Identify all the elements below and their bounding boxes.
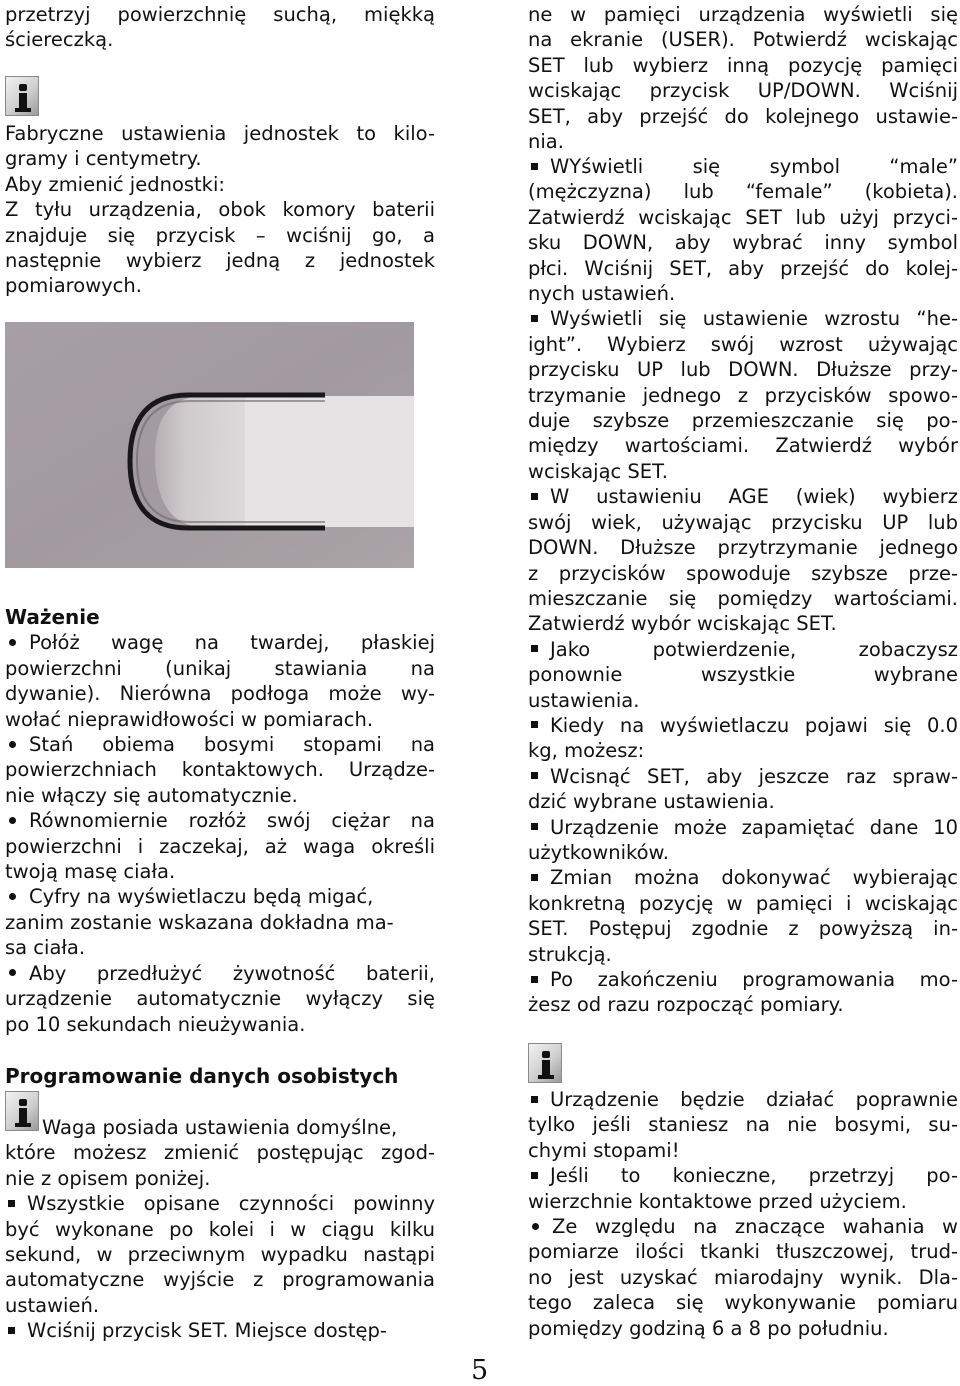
text-line: Aby zmienić jednostki: bbox=[5, 172, 225, 196]
programming-section bbox=[5, 1064, 435, 1089]
text-line: ściereczką. bbox=[5, 28, 114, 52]
text-line: Wcisnąć SET, aby jeszcze raz spraw- bbox=[528, 764, 958, 789]
text-line: być wykonane po kolei i w ciągu kilku bbox=[5, 1217, 435, 1241]
text-line: wierzchnie kontaktowe przed użyciem. bbox=[528, 1189, 907, 1213]
text-line: powierzchni (unikaj stawiania na bbox=[5, 656, 435, 680]
text-line: znajduje się przycisk – wciśnij go, a bbox=[5, 223, 435, 247]
text-line: Wciśnij przycisk SET. Miejsce dostęp- bbox=[5, 1318, 435, 1343]
programming-body bbox=[5, 1115, 435, 1344]
list-item bbox=[528, 306, 958, 484]
text-line: WYświetli się symbol “male” bbox=[528, 154, 958, 179]
weighing-section bbox=[5, 605, 435, 1037]
text-line: Wszystkie opisane czynności powinny bbox=[5, 1191, 435, 1216]
text-line: kg, możesz: bbox=[528, 739, 645, 763]
list-item bbox=[5, 961, 435, 1037]
list-item bbox=[528, 154, 958, 306]
list-item bbox=[528, 713, 958, 764]
text-line: duje szybsze przemieszczanie się po- bbox=[528, 409, 958, 433]
text-line: W ustawieniu AGE (wiek) wybierz bbox=[528, 484, 958, 509]
text-line: swój wiek, używając przycisku UP lub bbox=[528, 510, 958, 534]
text-line: strukcją. bbox=[528, 942, 612, 966]
list-item bbox=[528, 1163, 958, 1214]
text-line: między wartościami. Zatwierdź wybór bbox=[528, 434, 958, 458]
list-item bbox=[5, 884, 435, 960]
text-line: Równomiernie rozłóż swój ciężar na bbox=[5, 808, 435, 833]
text-line: Urządzenie może zapamiętać dane 10 bbox=[528, 815, 958, 840]
text-line: wołać nieprawidłowości w pomiarach. bbox=[5, 707, 374, 731]
list-item bbox=[5, 630, 435, 732]
text-line: nie z opisem poniżej. bbox=[5, 1166, 211, 1190]
info-icon bbox=[528, 1043, 562, 1083]
tip-item bbox=[528, 1214, 958, 1341]
list-item bbox=[5, 1318, 435, 1343]
text-line: Z tyłu urządzenia, obok komory baterii bbox=[5, 198, 435, 222]
list-item bbox=[528, 1087, 958, 1163]
continued-paragraph bbox=[528, 2, 958, 154]
text-line: które możesz zmienić postępując zgod- bbox=[5, 1141, 435, 1165]
units-note bbox=[5, 121, 435, 299]
text-line: przetrzyj powierzchnię suchą, miękką bbox=[5, 3, 435, 26]
text-line: Jeśli to konieczne, przetrzyj po- bbox=[528, 1163, 958, 1188]
text-line: nie włączy się automatycznie. bbox=[5, 783, 298, 807]
text-line: dywanie). Nierówna podłoga może wy- bbox=[5, 682, 435, 706]
text-line: nych ustawień. bbox=[528, 282, 676, 306]
text-line: wciskając SET. bbox=[528, 459, 668, 483]
text-line: automatyczne wyjście z programowania bbox=[5, 1268, 435, 1292]
list-item bbox=[528, 967, 958, 1018]
text-line: Zatwierdź wciskając SET lub użyj przyci- bbox=[528, 205, 958, 229]
info-icon bbox=[5, 76, 39, 116]
text-line: Aby przedłużyć żywotność baterii, bbox=[5, 961, 435, 986]
text-line: SET, aby przejść do kolejnego ustawie- bbox=[528, 104, 958, 128]
text-line: pomiarowych. bbox=[5, 274, 142, 298]
text-line: sekund, w przeciwnym wypadku nastąpi bbox=[5, 1243, 435, 1267]
page-number: 5 bbox=[471, 1355, 489, 1386]
list-item bbox=[528, 764, 958, 815]
text-line: chymi stopami! bbox=[528, 1138, 680, 1162]
text-line: ponownie wszystkie wybrane bbox=[528, 663, 958, 687]
list-item bbox=[5, 732, 435, 808]
list-item bbox=[528, 637, 958, 713]
text-line: Fabryczne ustawienia jednostek to kilo- bbox=[5, 122, 435, 145]
list-item bbox=[5, 808, 435, 884]
text-line: Cyfry na wyświetlaczu będą migać, bbox=[5, 884, 435, 909]
device-button-photo bbox=[5, 322, 414, 568]
text-line: dzić wybrane ustawienia. bbox=[528, 790, 775, 814]
programming-steps bbox=[528, 154, 958, 1018]
section-heading: Ważenie bbox=[5, 605, 100, 629]
text-line: nia. bbox=[528, 130, 564, 154]
text-line: żesz od razu rozpocząć pomiary. bbox=[528, 993, 844, 1017]
text-line: gramy i centymetry. bbox=[5, 147, 202, 171]
text-line: tego zaleca się wykonywanie pomiaru bbox=[528, 1291, 958, 1315]
programming-intro bbox=[5, 1115, 435, 1191]
text-line: no jest uzyskać miarodajny wynik. Dla- bbox=[528, 1265, 958, 1289]
text-line: płci. Wciśnij SET, aby przejść do kolej- bbox=[528, 256, 958, 280]
text-line: zanim zostanie wskazana dokładna ma- bbox=[5, 910, 394, 934]
text-line: powierzchni i zaczekaj, aż waga określi bbox=[5, 834, 435, 858]
text-line: po 10 sekundach nieużywania. bbox=[5, 1012, 306, 1036]
section-heading: Programowanie danych osobistych bbox=[5, 1064, 399, 1088]
text-line: Po zakończeniu programowania mo- bbox=[528, 967, 958, 992]
text-line: następnie wybierz jedną z jednostek bbox=[5, 249, 435, 273]
text-line: sa ciała. bbox=[5, 936, 86, 960]
text-line: przycisku UP lub DOWN. Dłuższe przy- bbox=[528, 358, 958, 382]
text-line: wciskając przycisk UP/DOWN. Wciśnij bbox=[528, 79, 958, 103]
text-line: SET. Postępuj zgodnie z powyższą in- bbox=[528, 917, 958, 941]
text-line: DOWN. Dłuższe przytrzymanie jednego bbox=[528, 536, 958, 560]
text-line: ustawienia. bbox=[528, 688, 640, 712]
text-line: z przycisków spowoduje szybsze prze- bbox=[528, 561, 958, 585]
text-line: na ekranie (USER). Potwierdź wciskając bbox=[528, 28, 958, 52]
text-line: Stań obiema bosymi stopami na bbox=[5, 732, 435, 757]
text-line: pomiarze ilości tkanki tłuszczowej, trud- bbox=[528, 1240, 958, 1264]
text-line: ustawień. bbox=[5, 1293, 100, 1317]
text-line: Urządzenie będzie działać poprawnie bbox=[528, 1087, 958, 1112]
text-line: urządzenie automatycznie wyłączy się bbox=[5, 987, 435, 1011]
text-line: (mężczyzna) lub “female” (kobieta). bbox=[528, 180, 958, 204]
notes bbox=[528, 1087, 958, 1341]
text-line: powierzchniach kontaktowych. Urządze- bbox=[5, 758, 435, 782]
text-line: sku DOWN, aby wybrać inny symbol bbox=[528, 231, 958, 255]
list-item bbox=[528, 484, 958, 636]
text-line: konkretną pozycję w pamięci i wciskając bbox=[528, 891, 958, 915]
intro-paragraph bbox=[5, 2, 435, 53]
text-line: tylko jeśli staniesz na nie bosymi, su- bbox=[528, 1113, 958, 1137]
text-line: SET lub wybierz inną pozycję pamięci bbox=[528, 53, 958, 77]
text-line: Połóż wagę na twardej, płaskiej bbox=[5, 630, 435, 655]
text-line: mieszczanie się pomiędzy wartościami. bbox=[528, 586, 958, 610]
text-line: użytkowników. bbox=[528, 840, 669, 864]
text-line: Kiedy na wyświetlaczu pojawi się 0.0 bbox=[528, 713, 958, 738]
text-line: Jako potwierdzenie, zobaczysz bbox=[528, 637, 958, 662]
text-line: ne w pamięci urządzenia wyświetli się bbox=[528, 3, 958, 26]
text-line: Zatwierdź wybór wciskając SET. bbox=[528, 612, 837, 636]
text-line: Ze względu na znaczące wahania w bbox=[528, 1214, 958, 1239]
text-line: Zmian można dokonywać wybierając bbox=[528, 865, 958, 890]
list-item bbox=[528, 865, 958, 967]
text-line: ight”. Wybierz swój wzrost używając bbox=[528, 332, 958, 356]
text-line: Wyświetli się ustawienie wzrostu “he- bbox=[528, 306, 958, 331]
text-line: Waga posiada ustawienia domyślne, bbox=[42, 1116, 398, 1139]
text-line: twoją masę ciała. bbox=[5, 860, 176, 884]
list-item bbox=[5, 1191, 435, 1318]
text-line: pomiędzy godziną 6 a 8 po południu. bbox=[528, 1316, 889, 1340]
text-line: trzymanie jednego z przycisków spowo- bbox=[528, 383, 958, 407]
list-item bbox=[528, 815, 958, 866]
